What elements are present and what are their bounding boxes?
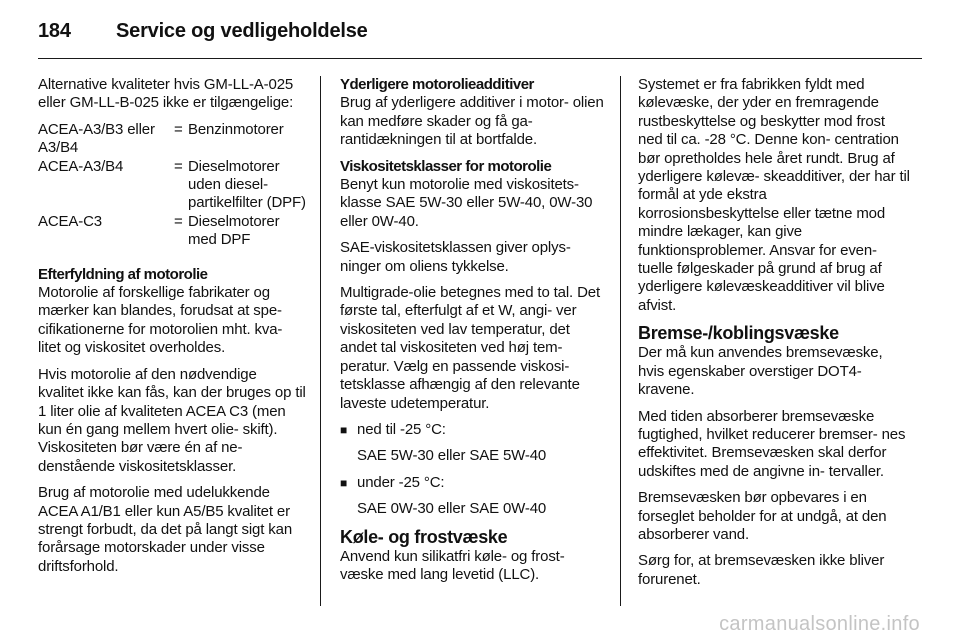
bullet-label: under -25 °C: (357, 473, 445, 491)
spec-grade: ACEA-A3/B4 (38, 157, 124, 175)
brake-fluid-heading: Bremse-/koblingsvæske (638, 323, 839, 344)
column-divider (320, 76, 321, 606)
spec-grade: ACEA-C3 (38, 212, 102, 230)
spec-use: Dieselmotorer med DPF (188, 212, 280, 249)
brake-paragraph-4: Sørg for, at bremsevæsken ikke bliver forurenet. (638, 552, 885, 588)
header-rule (38, 58, 922, 59)
spec-use: Dieselmotorer uden diesel- partikelfilter (DPF) (188, 157, 306, 212)
topup-paragraph-2: Hvis motorolie af den nødvendige kvalitet ikke kan fås, kan der bruges op til 1 liter olie af kvaliteten ACEA C3 (men kun én gang mellem hvert olie- skift). Viskositeten bør være én af ne- denstående viskositetsklasser. (38, 365, 306, 475)
coolant-heading: Køle- og frostvæske (340, 526, 508, 547)
bullet-square-icon: ■ (340, 475, 348, 490)
spec-row (38, 121, 306, 158)
coolant-factory-paragraph: Systemet er fra fabrikken fyldt med kølevæske, der yder en fremragende rustbeskyttelse og beskytter mod frost ned til ca. -28 °C. Denne kon- centration bør opretholdes hele året rundt. Brug af yderligere kølevæ- skeadditiver, der har til formål at yde ekstra korrosionsbeskyttelse eller tætne mod mindre lækager, kan give funktionsproblemer. Ansvar for even- tuelle følgeskader på grund af brug af yderligere kølevæskeadditiver vil blive afvist. (638, 76, 910, 314)
additives-paragraph: Brug af yderligere additiver i motor- olien kan medføre skader og få ga- rantidækningen til at bortfalde. (340, 94, 604, 149)
page-title: Service og vedligeholdelse (116, 20, 368, 42)
spec-row (38, 158, 306, 213)
topup-paragraph-3: Brug af motorolie med udelukkende ACEA A1/B1 eller kun A5/B5 kvalitet er strengt forbudt, da det på langt sigt kan forårsage motorskader under visse driftsforhold. (38, 484, 293, 575)
bullet-value: SAE 0W-30 eller SAE 0W-40 (357, 500, 547, 518)
topup-paragraph-1: Motorolie af forskellige fabrikater og mærker kan blandes, forudsat at spe- cifikationerne for motorolien mht. kva- litet og viskositet overholdes. (38, 284, 283, 357)
column-1 (38, 76, 306, 584)
column-2 (340, 76, 606, 592)
bullet-item (340, 474, 606, 492)
column-3 (638, 76, 910, 597)
spec-equals: = (174, 212, 183, 230)
viscosity-paragraph-1: Benyt kun motorolie med viskositets- klasse SAE 5W-30 eller 5W-40, 0W-30 eller 0W-40. (340, 176, 593, 230)
bullet-value: SAE 5W-30 eller SAE 5W-40 (357, 447, 547, 465)
spec-grade: ACEA-A3/B3 eller A3/B4 (38, 120, 155, 157)
page-header (38, 20, 368, 43)
brake-paragraph-2: Med tiden absorberer bremsevæske fugtighed, hvilket reducerer bremser- nes effektivitet. Bremsevæsken skal derfor udskiftes med de angivne in- tervaller. (638, 407, 906, 480)
viscosity-heading: Viskositetsklasser for motorolie (340, 157, 552, 175)
spec-use: Benzinmotorer (188, 120, 284, 138)
intro-paragraph: Alternative kvaliteter hvis GM-LL-A-025 eller GM-LL-B-025 ikke er tilgængelige: (38, 76, 294, 112)
viscosity-paragraph-2: SAE-viskositetsklassen giver oplys- ninger om oliens tykkelse. (340, 239, 571, 275)
oil-spec-table (38, 121, 306, 250)
brake-paragraph-1: Der må kun anvendes bremsevæske, hvis egenskaber overstiger DOT4- kravene. (638, 344, 883, 399)
topup-heading: Efterfyldning af motorolie (38, 265, 208, 283)
page-number: 184 (38, 20, 71, 42)
spec-equals: = (174, 157, 183, 175)
bullet-item (340, 421, 606, 439)
spec-equals: = (174, 120, 183, 138)
coolant-paragraph: Anvend kun silikatfri køle- og frost- væske med lang levetid (LLC). (340, 547, 565, 583)
column-divider (620, 76, 621, 606)
spec-row (38, 213, 306, 250)
brake-paragraph-3: Bremsevæsken bør opbevares i en forseglet beholder for at undgå, at den absorberer vand. (638, 489, 887, 543)
additives-heading: Yderligere motorolieadditiver (340, 76, 534, 93)
bullet-label: ned til -25 °C: (357, 420, 446, 438)
viscosity-paragraph-3: Multigrade-olie betegnes med to tal. Det første tal, efterfulgt af et W, angi- ver viskositeten ved lav temperatur, det andet tal viskositeten ved høj tem- peratur. Vælg en passende viskosi- tetsklasse afhængig af den relevante laveste udetemperatur. (340, 284, 600, 412)
bullet-square-icon: ■ (340, 422, 348, 437)
watermark: carmanualsonline.info (719, 613, 920, 635)
